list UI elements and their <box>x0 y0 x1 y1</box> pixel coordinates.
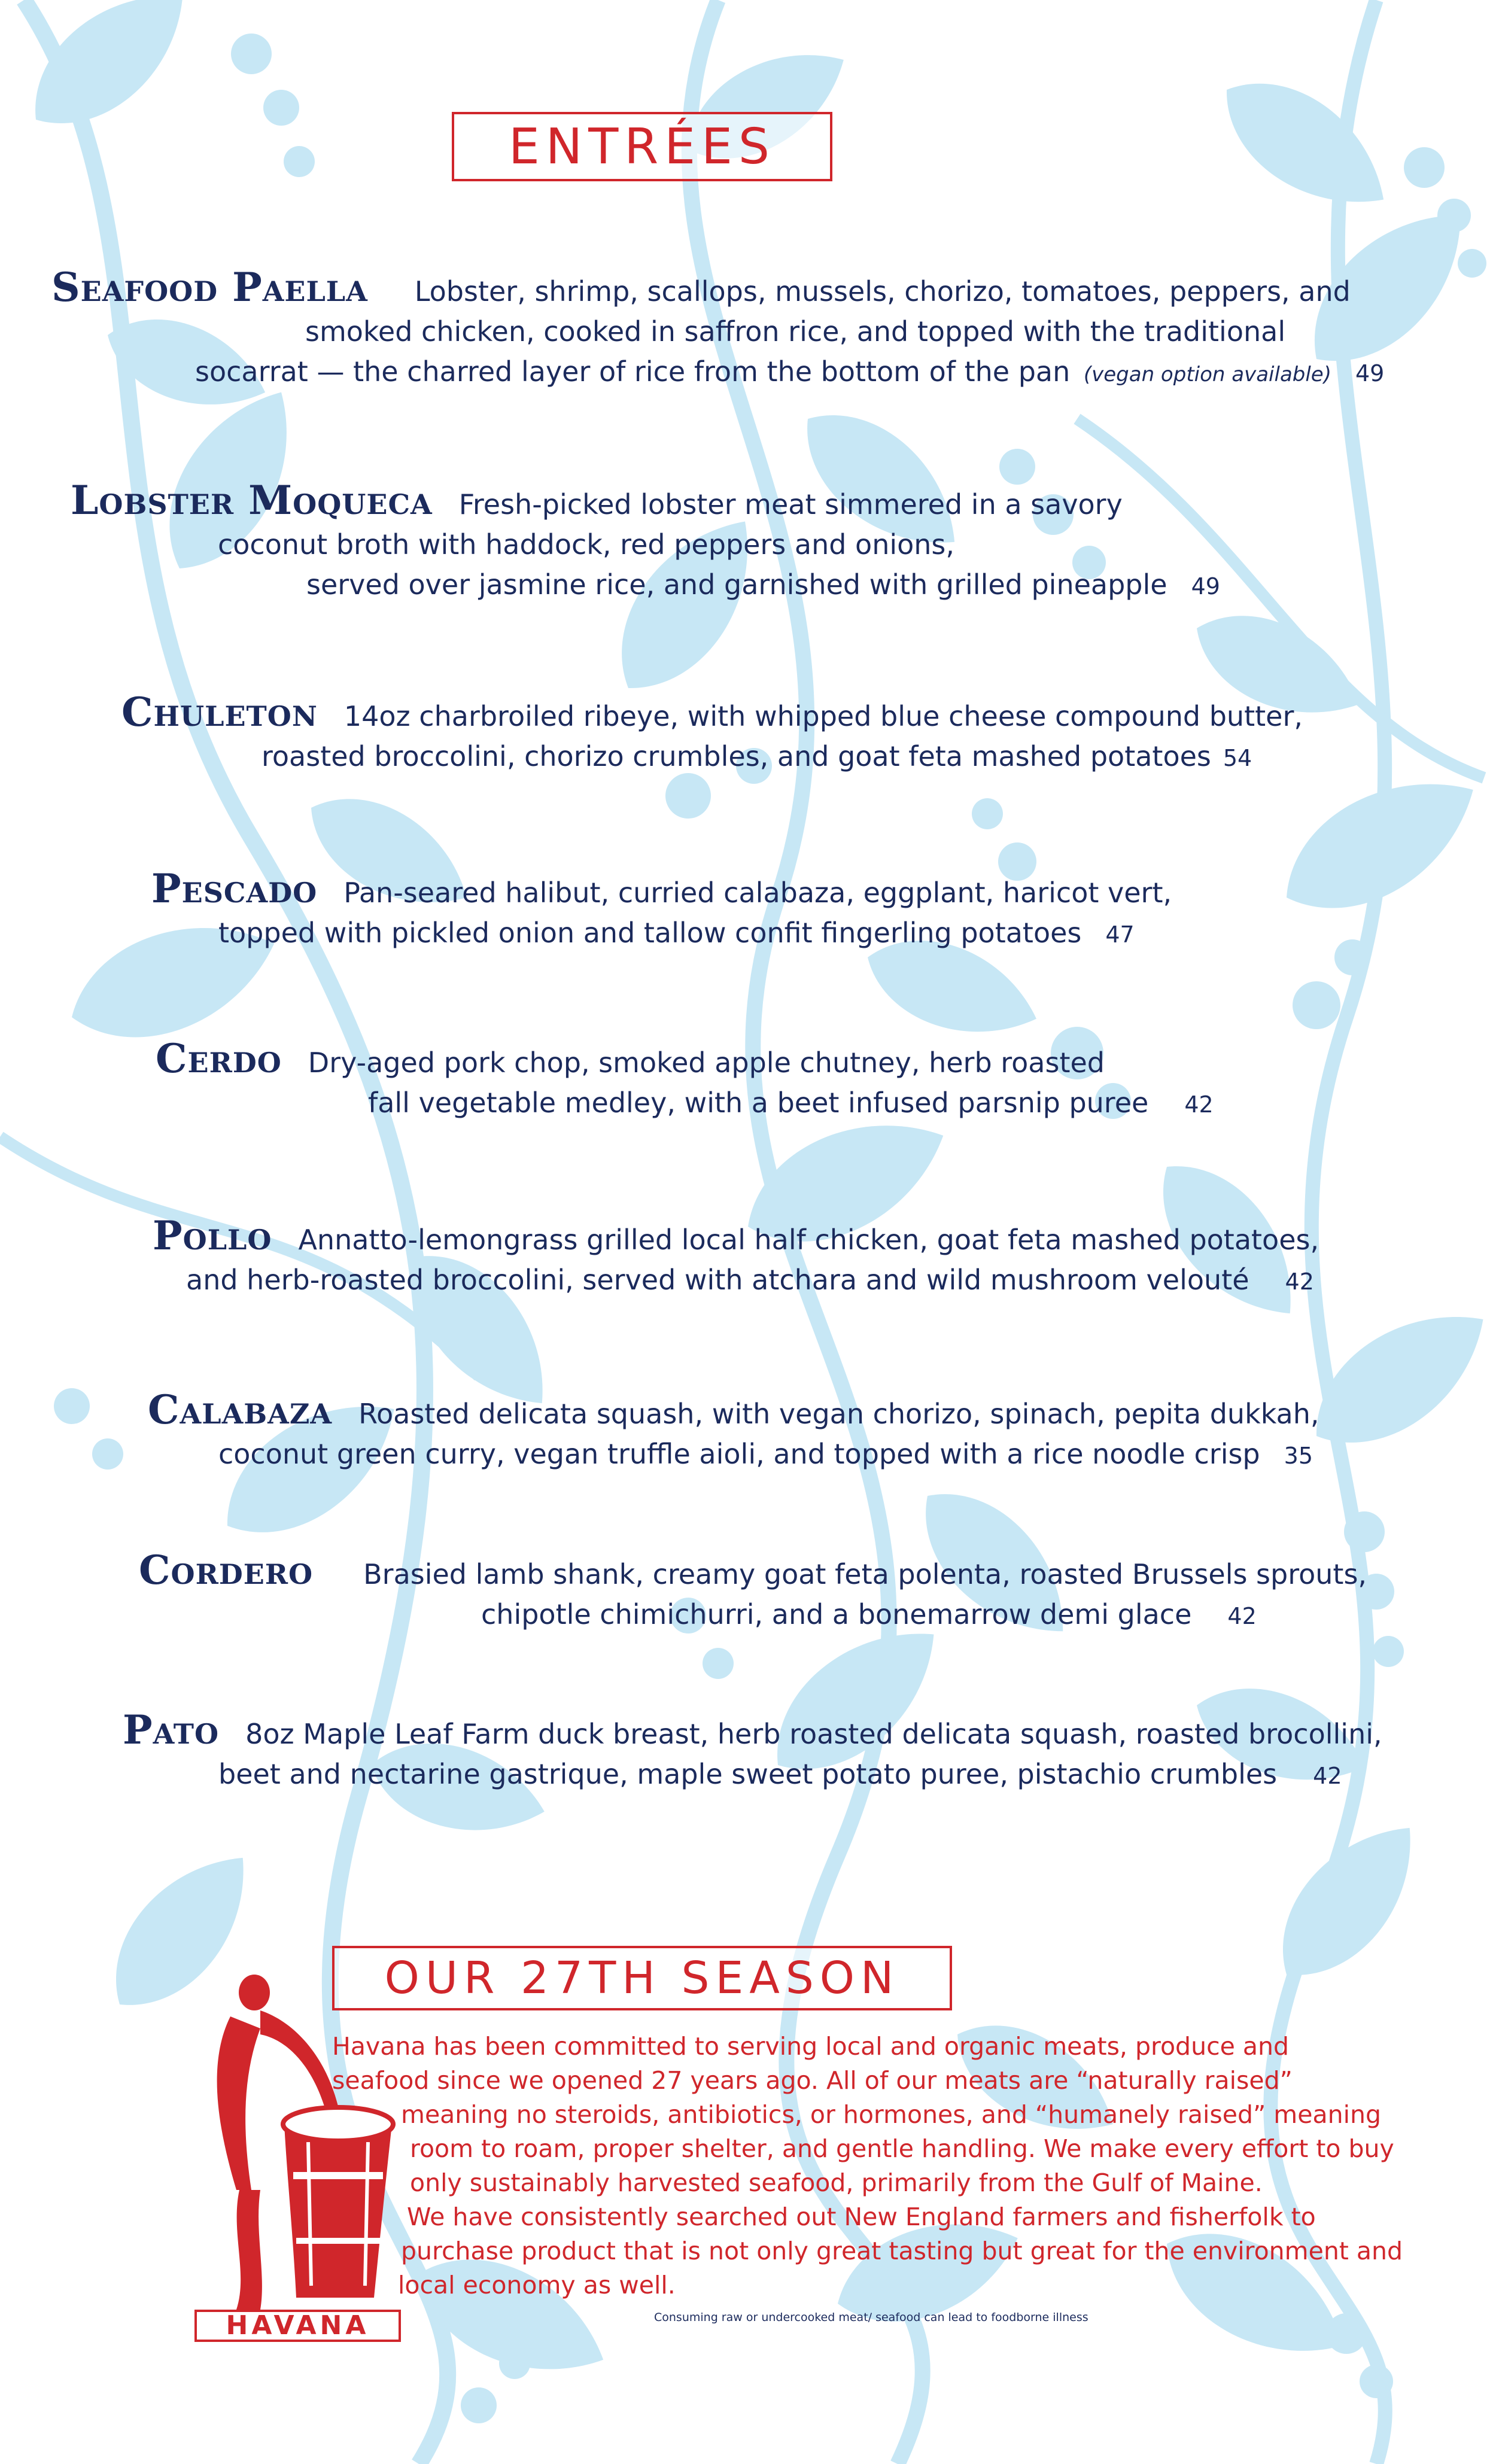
dish-description-line: Roasted delicata squash, with vegan chorizo, spinach, pepita dukkah, <box>358 1398 1319 1430</box>
dish-note: (vegan option available) <box>1083 363 1331 387</box>
dish-description-line: roasted broccolini, chorizo crumbles, and goat feta mashed potatoes <box>262 740 1211 772</box>
dish-description-line: socarrat — the charred layer of rice from the bottom of the pan <box>195 355 1071 388</box>
story-line: room to roam, proper shelter, and gentle handling. We make every effort to buy <box>410 2134 1394 2163</box>
dish-price: 49 <box>1191 573 1220 600</box>
dish-description-line: Pan-seared halibut, curried calabaza, eggplant, haricot vert, <box>343 877 1172 909</box>
story-line: meaning no steroids, antibiotics, or hormones, and “humanely raised” meaning <box>401 2100 1381 2129</box>
dish-price: 35 <box>1284 1443 1313 1469</box>
menu-item-cerdo <box>156 1035 1214 1125</box>
dish-name: Pollo <box>153 1212 272 1259</box>
season-heading-box <box>332 1946 952 2010</box>
menu-item-calabaza <box>148 1386 1319 1476</box>
dish-description-line: Annatto-lemongrass grilled local half chicken, goat feta mashed potatoes, <box>298 1224 1319 1256</box>
dish-description-line: 8oz Maple Leaf Farm duck breast, herb roasted delicata squash, roasted brocollini, <box>245 1718 1382 1750</box>
dish-name: Lobster Moqueca <box>71 477 433 524</box>
story-line: seafood since we opened 27 years ago. All of our meats are “naturally raised” <box>332 2066 1293 2095</box>
dish-description-line: served over jasmine rice, and garnished with grilled pineapple <box>306 568 1167 601</box>
dish-name: Calabaza <box>148 1386 333 1433</box>
dish-description-line: beet and nectarine gastrique, maple sweet potato puree, pistachio crumbles <box>218 1758 1278 1790</box>
dish-name: Seafood Paella <box>51 264 368 311</box>
dish-price: 54 <box>1223 745 1252 771</box>
season-heading: OUR 27TH SEASON <box>384 1952 900 2004</box>
season-story <box>332 2030 1403 2302</box>
foodborne-illness-disclaimer: Consuming raw or undercooked meat/ seafood can lead to foodborne illness <box>654 2311 1088 2324</box>
logo-wordmark: HAVANA <box>194 2310 401 2342</box>
dish-description-line: fall vegetable medley, with a beet infused parsnip puree <box>368 1087 1149 1119</box>
menu-item-chuleton <box>121 689 1303 778</box>
menu-item-cordero <box>139 1547 1367 1636</box>
dish-name: Cordero <box>139 1547 314 1593</box>
dish-name: Cerdo <box>156 1035 282 1082</box>
dish-name: Pato <box>123 1706 220 1753</box>
dish-name: Chuleton <box>121 689 318 735</box>
dish-description-line: Dry-aged pork chop, smoked apple chutney, herb roasted <box>308 1047 1105 1079</box>
dish-description-line: coconut broth with haddock, red peppers and onions, <box>218 528 955 561</box>
dish-name: Pescado <box>151 865 318 912</box>
dish-price: 49 <box>1355 360 1385 387</box>
dish-description-line: 14oz charbroiled ribeye, with whipped blue cheese compound butter, <box>343 700 1303 732</box>
story-line: purchase product that is not only great tasting but great for the environment and <box>401 2237 1403 2265</box>
dish-description-line: topped with pickled onion and tallow confit fingerling potatoes <box>218 917 1082 949</box>
entrees-heading-box <box>452 112 832 181</box>
menu-item-seafood-paella <box>51 264 1385 395</box>
dish-description-line: Lobster, shrimp, scallops, mussels, chorizo, tomatoes, peppers, and <box>414 275 1351 308</box>
dish-description-line: coconut green curry, vegan truffle aioli, and topped with a rice noodle crisp <box>218 1438 1260 1470</box>
menu-item-lobster-moqueca <box>71 477 1220 607</box>
dish-price: 42 <box>1227 1603 1257 1629</box>
story-line: only sustainably harvested seafood, primarily from the Gulf of Maine. <box>410 2168 1263 2197</box>
dish-price: 42 <box>1285 1268 1314 1295</box>
story-line: We have consistently searched out New England farmers and fisherfolk to <box>407 2203 1316 2231</box>
menu-item-pollo <box>153 1212 1319 1302</box>
dish-price: 47 <box>1105 921 1135 948</box>
dish-description-line: and herb-roasted broccolini, served with atchara and wild mushroom velouté <box>186 1264 1249 1296</box>
menu-item-pato <box>123 1706 1382 1796</box>
menu-item-pescado <box>151 865 1172 955</box>
dish-description-line: smoked chicken, cooked in saffron rice, and topped with the traditional <box>305 315 1286 348</box>
story-line: local economy as well. <box>398 2271 676 2299</box>
dish-description-line: Fresh-picked lobster meat simmered in a savory <box>458 488 1123 521</box>
dish-price: 42 <box>1313 1763 1342 1789</box>
story-line: Havana has been committed to serving local and organic meats, produce and <box>332 2032 1289 2061</box>
dish-description-line: Brasied lamb shank, creamy goat feta polenta, roasted Brussels sprouts, <box>363 1558 1367 1590</box>
dish-price: 42 <box>1184 1091 1214 1118</box>
entrees-heading: ENTRÉES <box>509 118 776 175</box>
dish-description-line: chipotle chimichurri, and a bonemarrow demi glace <box>481 1598 1192 1631</box>
